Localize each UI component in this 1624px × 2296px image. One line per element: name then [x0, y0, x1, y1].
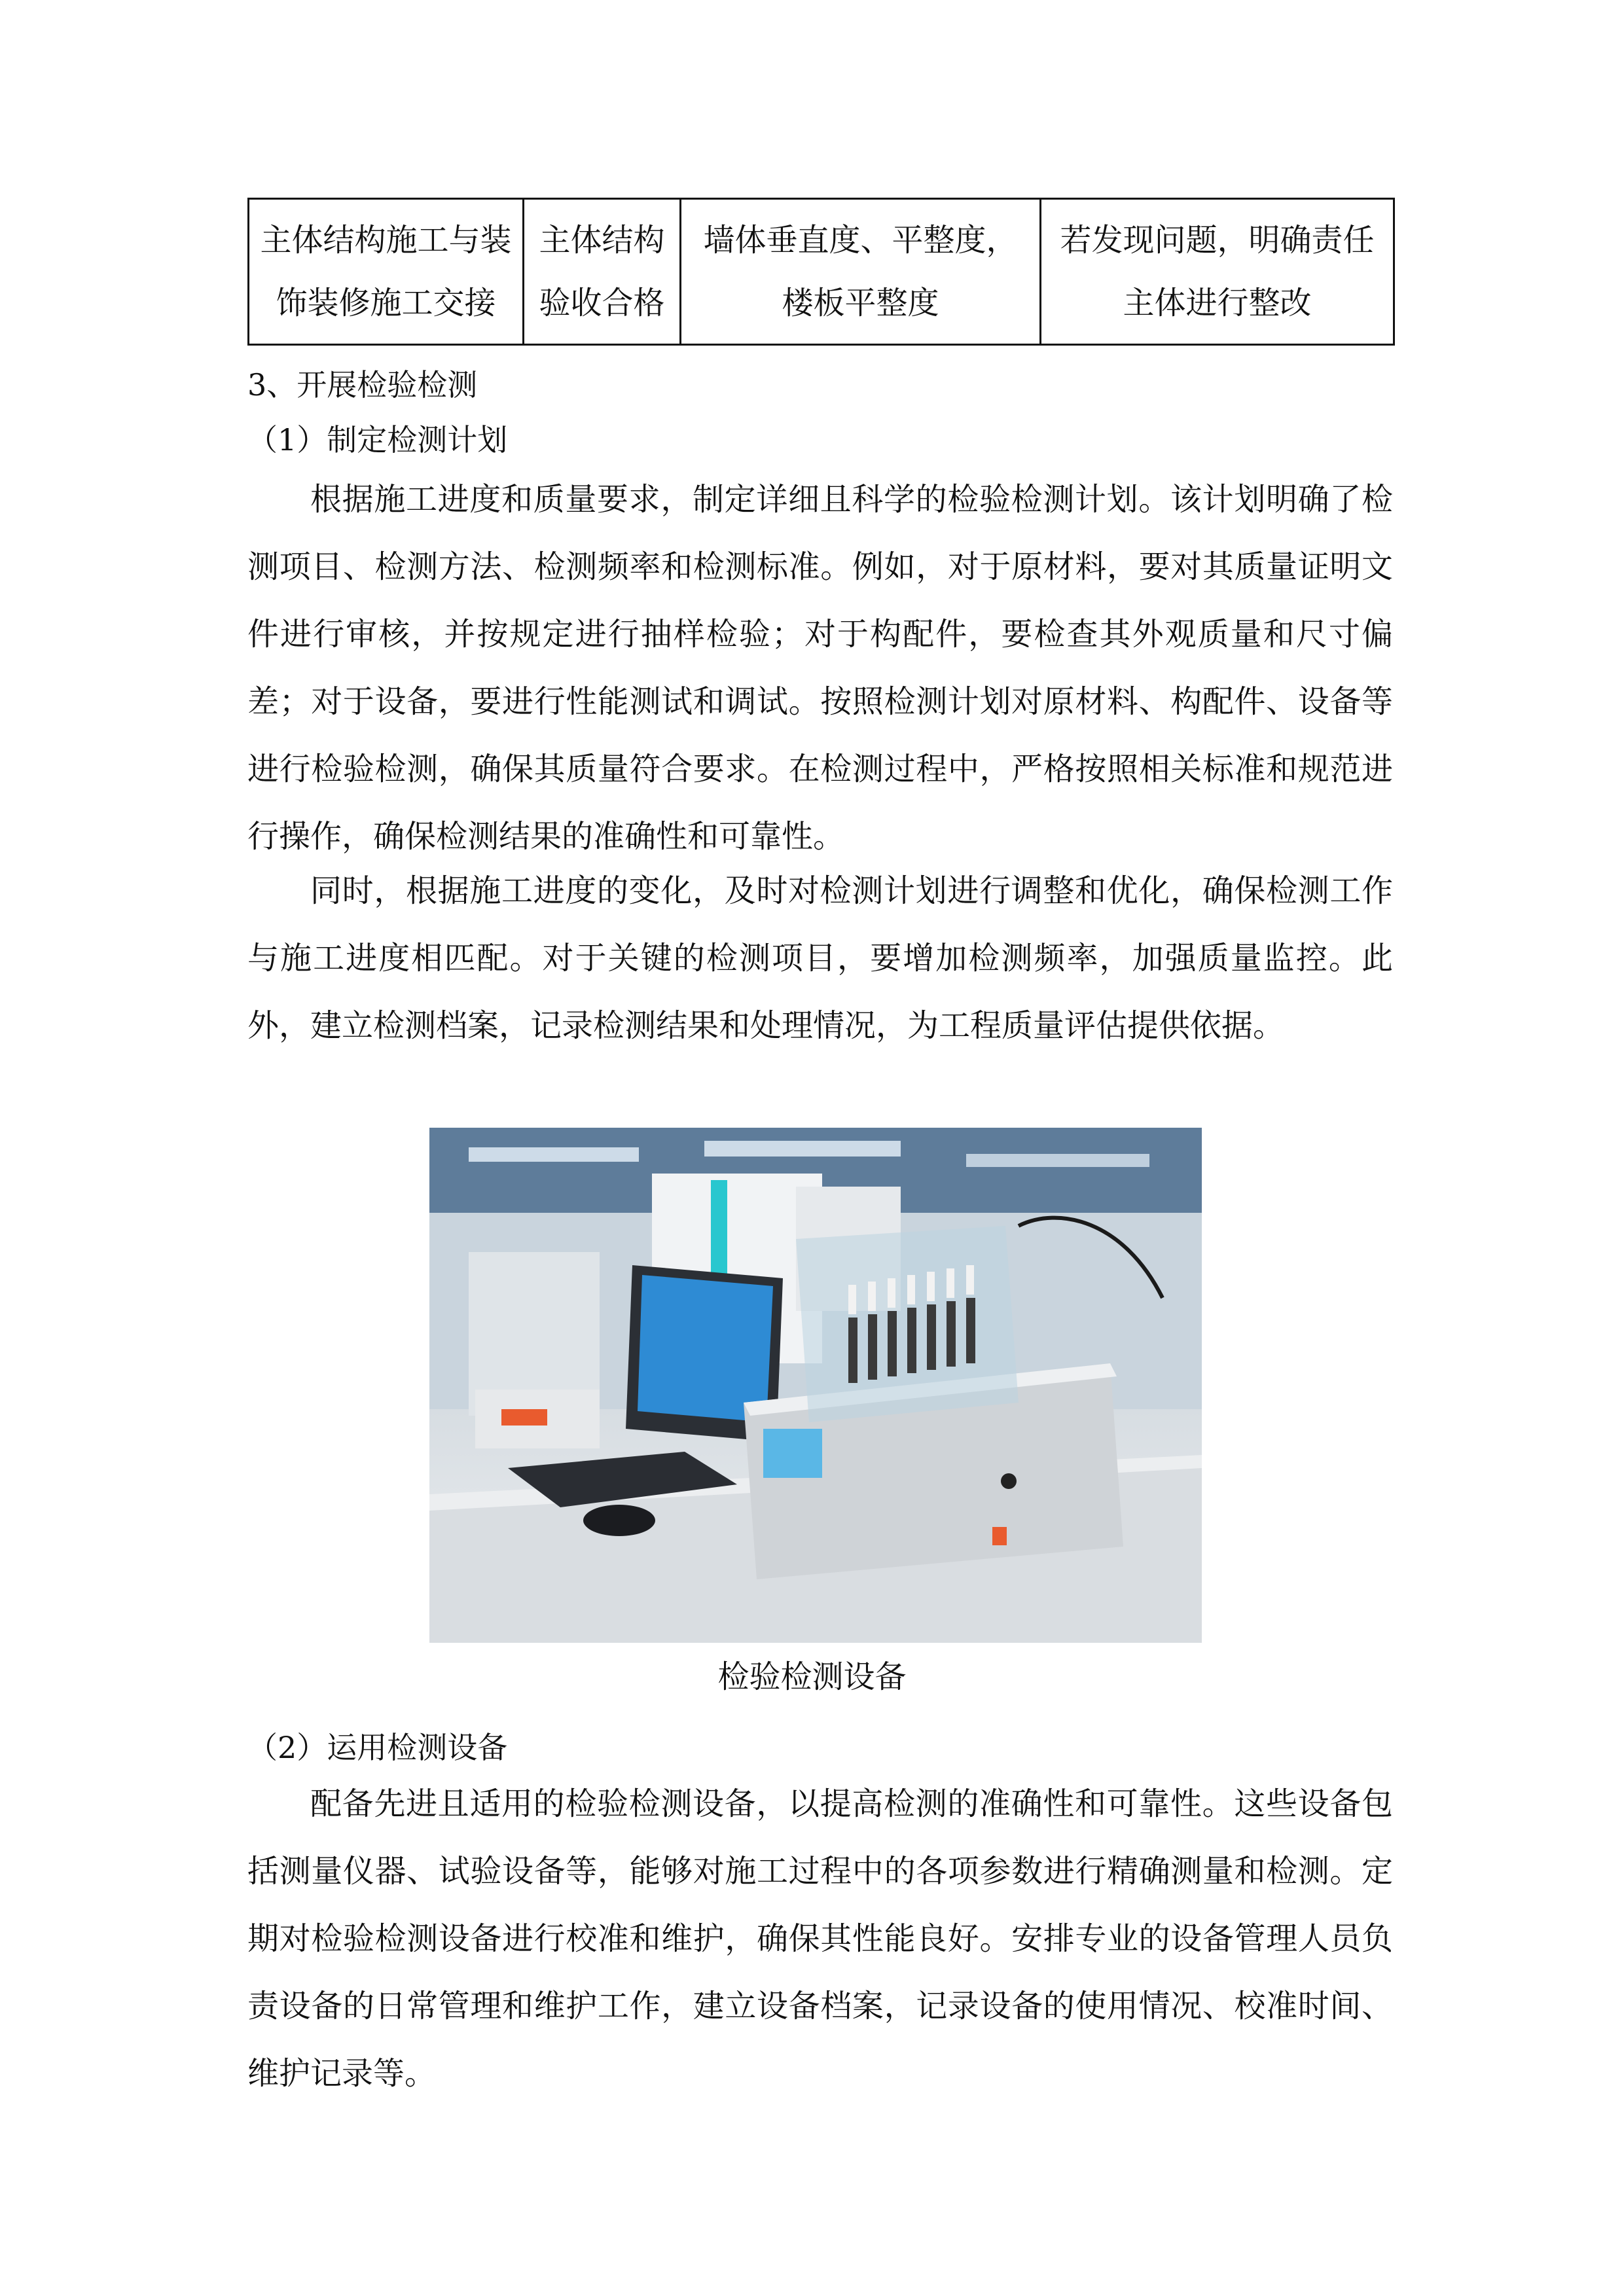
table-cell-stage: 主体结构施工与装饰装修施工交接 — [249, 199, 524, 345]
body-paragraph: 配备先进且适用的检验检测设备，以提高检测的准确性和可靠性。这些设备包括测量仪器、试验设备等，能够对施工过程中的各项参数进行精确测量和检测。定期对检验检测设备进行校准和维护，确保其性能良好。安排专业的设备管理人员负责设备的日常管理和维护工作，建立设备档案，记录设备的使用情况、校准时间、维护记录等。 — [247, 1785, 1393, 2092]
table-row — [249, 199, 1394, 345]
body-paragraph: 同时，根据施工进度的变化，及时对检测计划进行调整和优化，确保检测工作与施工进度相匹配。对于关键的检测项目，要增加检测频率，加强质量监控。此外，建立检测档案，记录检测结果和处理情况，为工程质量评估提供依据。 — [247, 872, 1393, 1044]
body-paragraph: 根据施工进度和质量要求，制定详细且科学的检验检测计划。该计划明确了检测项目、检测方法、检测频率和检测标准。例如，对于原材料，要对其质量证明文件进行审核，并按规定进行抽样检验；对于构配件，要检查其外观质量和尺寸偏差；对于设备，要进行性能测试和调试。按照检测计划对原材料、构配件、设备等进行检验检测，确保其质量符合要求。在检测过程中，严格按照相关标准和规范进行操作，确保检测结果的准确性和可靠性。 — [247, 481, 1393, 855]
figure-caption: 检验检测设备 — [717, 1659, 907, 1695]
acceptance-table — [247, 198, 1395, 346]
table-cell-items: 墙体垂直度、平整度，楼板平整度 — [681, 199, 1041, 345]
table-cell-condition: 主体结构验收合格 — [524, 199, 681, 345]
table-cell-measure: 若发现问题，明确责任主体进行整改 — [1041, 199, 1394, 345]
subsection-heading: （2）运用检测设备 — [247, 1730, 508, 1765]
subsection-heading: （1）制定检测计划 — [247, 422, 508, 457]
section-heading: 3、开展检验检测 — [247, 367, 478, 403]
lab-equipment-photo — [429, 1128, 1202, 1643]
